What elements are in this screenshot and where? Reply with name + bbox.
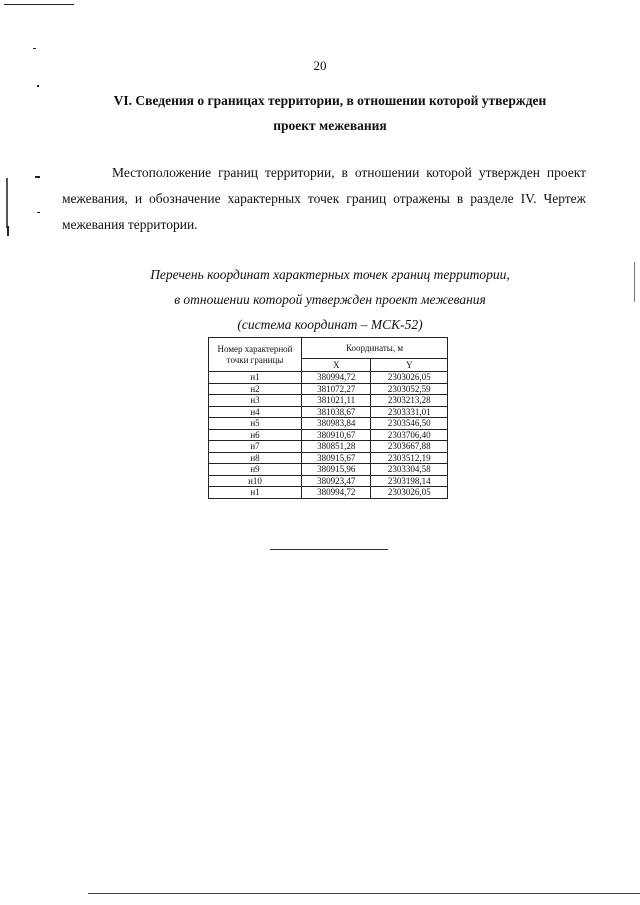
header-point-number: Номер характерной точки границы bbox=[209, 338, 302, 372]
scan-mark-left-5 bbox=[7, 226, 9, 236]
table-caption-line-1: Перечень координат характерных точек границ территории, bbox=[150, 267, 510, 282]
scan-mark-left-1 bbox=[33, 48, 36, 49]
cell-x: 380983,84 bbox=[302, 418, 371, 430]
cell-x: 380915,96 bbox=[302, 464, 371, 476]
table-row bbox=[209, 395, 448, 407]
scan-edge-right bbox=[634, 262, 635, 302]
cell-point: н2 bbox=[209, 383, 302, 395]
scan-line-bottom bbox=[88, 893, 640, 894]
table-row bbox=[209, 452, 448, 464]
header-x: X bbox=[302, 359, 371, 372]
cell-y: 2303026,05 bbox=[371, 487, 448, 499]
cell-y: 2303026,05 bbox=[371, 372, 448, 384]
header-coordinates: Координаты, м bbox=[302, 338, 448, 359]
table-row bbox=[209, 418, 448, 430]
cell-point: н7 bbox=[209, 441, 302, 453]
cell-x: 380923,47 bbox=[302, 475, 371, 487]
table-row bbox=[209, 475, 448, 487]
intro-paragraph: Местоположение границ территории, в отношении которой утвержден проект межевания, и обозначение характерных точек границ отражены в разделе IV. Чертеж межевания территории. bbox=[62, 165, 586, 232]
cell-x: 380910,67 bbox=[302, 429, 371, 441]
section-title-line-2: проект межевания bbox=[273, 118, 387, 133]
cell-y: 2303052,59 bbox=[371, 383, 448, 395]
cell-x: 380851,28 bbox=[302, 441, 371, 453]
cell-point: н1 bbox=[209, 487, 302, 499]
scan-mark-left-2 bbox=[37, 85, 39, 87]
cell-y: 2303331,01 bbox=[371, 406, 448, 418]
cell-point: н4 bbox=[209, 406, 302, 418]
footer-divider bbox=[270, 549, 388, 550]
cell-point: н1 bbox=[209, 372, 302, 384]
section-title bbox=[70, 88, 590, 138]
cell-x: 381021,11 bbox=[302, 395, 371, 407]
cell-x: 381072,27 bbox=[302, 383, 371, 395]
cell-point: н9 bbox=[209, 464, 302, 476]
coordinates-table bbox=[208, 337, 448, 499]
table-row bbox=[209, 464, 448, 476]
page-number: 20 bbox=[313, 58, 327, 73]
scan-line-top-left bbox=[4, 4, 74, 5]
header-y: Y bbox=[371, 359, 448, 372]
cell-point: н8 bbox=[209, 452, 302, 464]
table-row bbox=[209, 383, 448, 395]
scan-edge-left bbox=[6, 178, 8, 228]
table-caption bbox=[80, 262, 580, 337]
table-row bbox=[209, 441, 448, 453]
table-row bbox=[209, 406, 448, 418]
cell-x: 380994,72 bbox=[302, 372, 371, 384]
cell-y: 2303667,88 bbox=[371, 441, 448, 453]
cell-y: 2303512,19 bbox=[371, 452, 448, 464]
cell-x: 380915,67 bbox=[302, 452, 371, 464]
cell-point: н10 bbox=[209, 475, 302, 487]
table-header-row bbox=[209, 338, 448, 359]
cell-x: 380994,72 bbox=[302, 487, 371, 499]
cell-point: н3 bbox=[209, 395, 302, 407]
scan-mark-left-4 bbox=[37, 212, 40, 213]
cell-y: 2303213,28 bbox=[371, 395, 448, 407]
scan-mark-left-3 bbox=[35, 176, 40, 178]
cell-y: 2303546,50 bbox=[371, 418, 448, 430]
table-caption-line-3: (система координат – МСК-52) bbox=[237, 317, 423, 332]
cell-point: н6 bbox=[209, 429, 302, 441]
cell-x: 381038,67 bbox=[302, 406, 371, 418]
section-title-line-1: VI. Сведения о границах территории, в отношении которой утвержден bbox=[113, 93, 547, 108]
cell-y: 2303198,14 bbox=[371, 475, 448, 487]
cell-point: н5 bbox=[209, 418, 302, 430]
table-row bbox=[209, 372, 448, 384]
cell-y: 2303304,58 bbox=[371, 464, 448, 476]
table-row bbox=[209, 429, 448, 441]
cell-y: 2303706,40 bbox=[371, 429, 448, 441]
table-row bbox=[209, 487, 448, 499]
table-caption-line-2: в отношении которой утвержден проект межевания bbox=[174, 292, 486, 307]
